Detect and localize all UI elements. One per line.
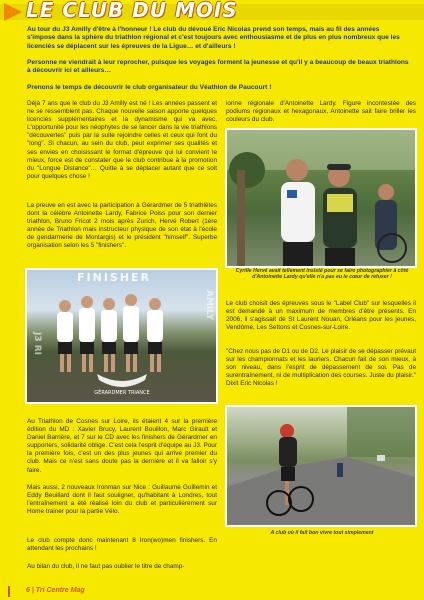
left-column-block-2 xyxy=(27,202,217,251)
intro-block-2 xyxy=(27,59,409,76)
left-paragraph-3: Au Triathlon de Cosnes sur Loire, ils étaient 4 sur la première édition du MD : Xavier Brucy, Laurent Bouillon, Marc Girault et Daniel Barrière, et 7 sur le CD avec les finishers de Gérardmer en supporters, solidarité oblige. C'est cela l'esprit d'équipe au J3. Pour la première fois, c'est un des plus jeunes qui arrive premier du club. Mais ce n'est sans doute pas la dernière et il va falloir s'y faire. xyxy=(27,418,217,474)
page-title: LE CLUB DU MOIS xyxy=(26,0,238,22)
intro-paragraph-1: Au tour du J3 Amilly d'être à l'honneur ! Le club du dévoué Eric Nicolas prend son temps, mais au fil des années s'impose dans la sphère du triathlon régional et c'est toujours avec enthousiasme et de plus en plus nombreux que les licenciés se déplacent sur les épreuves de la Ligue… et d'ailleurs ! xyxy=(27,26,400,50)
athletes-photo-graphic xyxy=(227,130,415,266)
finisher-banner-text: FINISHER xyxy=(77,271,152,284)
logo-arcs xyxy=(97,374,147,387)
right-column-block-1 xyxy=(226,100,416,124)
page-footer xyxy=(0,584,424,600)
side-text-left: J3 RI xyxy=(32,332,42,356)
photo-caption-3: A club où il fait bon vivre tout simplement xyxy=(270,530,374,536)
athlete-figures xyxy=(57,294,163,372)
intro-block-3 xyxy=(27,84,409,92)
left-column-block-4 xyxy=(27,484,217,516)
intro-block xyxy=(27,26,409,51)
cyclist-photo xyxy=(225,405,417,527)
footer-divider xyxy=(8,586,10,597)
left-paragraph-6: Au bilan du club, il ne faut pas oublier le titre de champ- xyxy=(27,563,185,570)
arrow-icon xyxy=(4,3,22,21)
athletes-portrait-photo xyxy=(225,128,417,268)
page-header xyxy=(0,0,424,24)
right-paragraph-3: "Chez nous pas de D1 ou de D2. Le plaisir de se dépasser prévaut sur les championnats et les lauriers. Chacun fait de son mieux, à son niveau, dans l'esprit de dépassement de soi. Pas de surentraînement, ni de multiplication des courses. Juste du plaisir." Dixit Eric Nicolas ! xyxy=(226,348,416,388)
side-text-right: AMILY xyxy=(204,290,214,321)
left-column-block-5 xyxy=(27,537,217,553)
left-paragraph-4: Mais aussi, 2 nouveaux Ironman sur Nice : Guillaume Guillemin et Eddy Beuillard dont il faut souligner, qu'habitant à Londres, tout l'entraînement a été réalisé loin du club et particulièrement sur Home trainer pour la partie Vélo. xyxy=(27,484,217,516)
photo-caption-1: Cyrille Hervé avait tellement insisté pour se faire photographier à côté d'Antoinette Lardy qu'elle n'a pas eu le cœur de refuser ! xyxy=(235,268,409,281)
right-column-block-2 xyxy=(226,300,416,332)
left-column-block-6 xyxy=(27,563,217,571)
footer-page-label: 6 | Tri Centre Mag xyxy=(26,587,85,594)
left-paragraph-2: La preuve en est avec la participation à Gérardmer de 5 triathlètes dont la célèbre Antoinette Lardy, Fabrice Poiss pour son dernier triathlon, Bruno Fricot 2 mois après Zurich, Hervé Robert (1ère année de Triathlon mais instructeur physique de son état à l'école de gendarmerie de Montargis) et le président "himself". Superbe organisation selon les 5 "finishers". xyxy=(27,202,217,250)
right-column-block-3 xyxy=(226,348,416,388)
banner-text: GÉRARDMER TRIANCE xyxy=(94,390,150,396)
intro-paragraph-2: Personne ne viendrait à leur reprocher, puisque les voyages forment la jeunesse et qu'il y a beaucoup de beaux triathlons à découvrir ici et ailleurs… xyxy=(27,59,409,75)
intro-paragraph-3: Prenons le temps de découvrir le club organisateur du Véathlon de Paucourt ! xyxy=(27,84,272,91)
left-column-block-1 xyxy=(27,100,217,181)
right-paragraph-1: ionne régionale d'Antoinette Lardy. Figure incontestée des podiums régionaux et hexagonaux, Antoinette sait faire briller les couleurs du club. xyxy=(226,100,416,124)
left-paragraph-1: Déjà 7 ans que le club du J3 Amilly est né ! Les années passent et ne se ressemblent pas. Chaque nouvelle saison apporte quelques licenciés supplémentaires et la dynamisme qui va avec. L'opportunité pour les néophytes de se lancer dans la vie triathlons "découvertes" puis par la suite rejoindre celles et ceux qui font du "long". Si chacun, au sein du club, peut exprimer ses qualités et ses envies en choisissant le format d'épreuve qui lui convient le mieux, force est de constater que le club contribue à la promotion du "Longue Distance"… Quitte à se déplacer autant que ce soit pour quelques chose ! xyxy=(27,100,217,180)
finisher-photo-graphic xyxy=(27,270,216,402)
left-paragraph-5: Le club compte donc maintenant 8 Iron(wo)men finishers. En attendant les prochains ! xyxy=(27,537,217,553)
cyclist-photo-graphic xyxy=(227,407,415,525)
right-paragraph-2: Le club choisit des épreuves sous le "Label Club" sur lesquelles il est demandé à un maximum de membres d'être présents. En 2006, il s'agissait de St Laurent Nouan, Orléans pour les jeunes, Vendôme, Les Settons et Cosnes-sur-Loire. xyxy=(226,300,416,332)
finisher-group-photo xyxy=(25,268,218,404)
left-column-block-3 xyxy=(27,418,217,475)
